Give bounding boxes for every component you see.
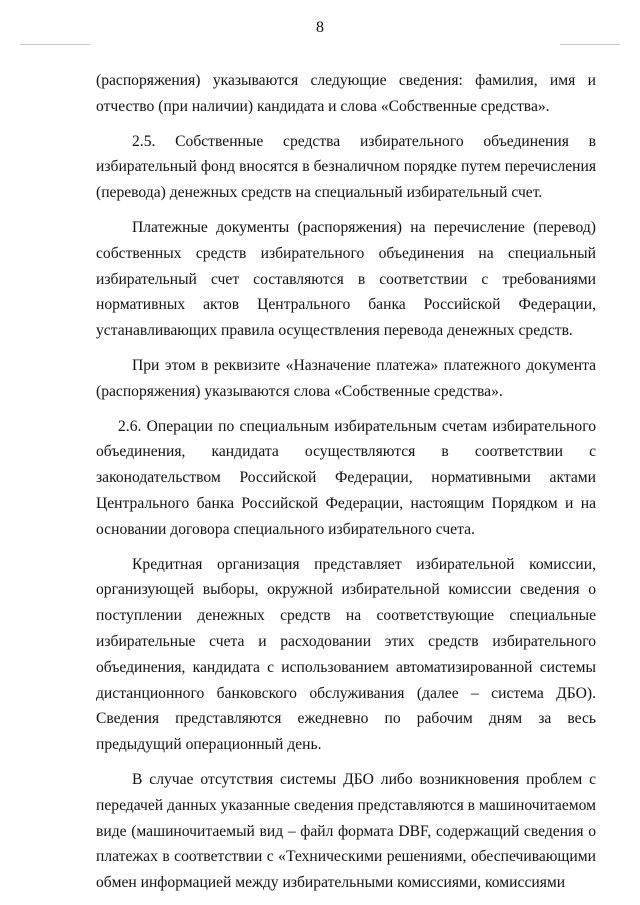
paragraph: 2.6. Операции по специальным избирательным счетам избирательного объединения, кандидата осуществляются в соответствии с законодательством Российской Федерации, нормативными актами Центрального банка Российской Федерации, настоящим Порядком и на основании договора специального избирательного счета.	[96, 417, 596, 538]
scan-noise	[20, 44, 90, 45]
paragraph: В случае отсутствия системы ДБО либо возникновения проблем с передачей данных указанные сведения представляются в машиночитаемом виде (машиночитаемый вид – файл формата DBF, содержащий сведения о платежах в соответствии с «Техническими решениями, обеспечивающими обмен информацией между избирательными комиссиями, комиссиями	[96, 770, 596, 892]
paragraph: Платежные документы (распоряжения) на перечисление (перевод) собственных средств избирательного объединения на специальный избирательный счет составляются в соответствии с требованиями нормативных актов Центрального банка Российской Федерации, устанавливающих правила осуществления перевода денежных средств.	[96, 218, 596, 340]
paragraph: (распоряжения) указываются следующие сведения: фамилия, имя и отчество (при наличии) кандидата и слова «Собственные средства».	[96, 72, 596, 115]
scan-noise	[560, 44, 620, 45]
page-number: 8	[316, 19, 324, 36]
document-body	[96, 68, 596, 896]
paragraph: 2.5. Собственные средства избирательного объединения в избирательный фонд вносятся в безналичном порядке путем перечисления (перевода) денежных средств на специальный избирательный счет.	[96, 132, 596, 202]
paragraph: При этом в реквизите «Назначение платежа» платежного документа (распоряжения) указываются слова «Собственные средства».	[96, 356, 596, 400]
paragraph: Кредитная организация представляет избирательной комиссии, организующей выборы, окружной избирательной комиссии сведения о поступлении денежных средств на соответствующие специальные избирательные счета и расходовании этих средств избирательного объединения, кандидата с использованием автоматизированной системы дистанционного банковского обслуживания (далее – система ДБО). Сведения представляются ежедневно по рабочим дням за весь предыдущий операционный день.	[96, 555, 596, 754]
